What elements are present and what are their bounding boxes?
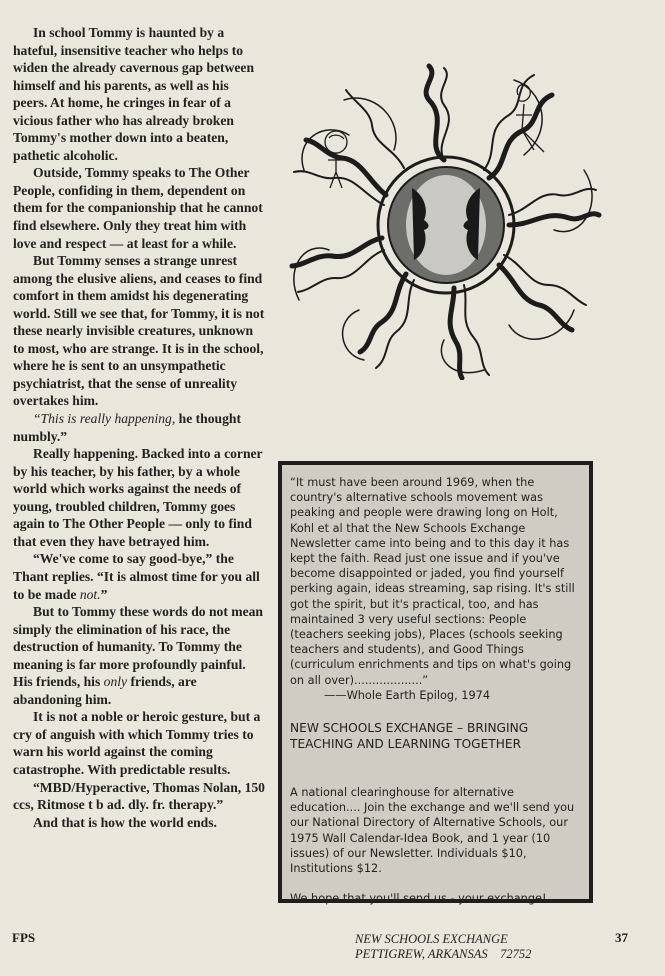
article-paragraph: In school Tommy is haunted by a hateful, insensitive teacher who helps to widen the already cavernous gap between himself and his parents, as well as his peers. At home, he cringes in fear of a vicious father who has already broken Tommy's mother down into a beaten, pathetic alcoholic. <box>13 25 255 163</box>
ad-org-name: NEW SCHOOLS EXCHANGE <box>355 932 508 947</box>
footer-publication: FPS <box>12 930 36 945</box>
ad-signature <box>290 932 583 962</box>
page-number: 37 <box>615 930 628 945</box>
article-paragraph: “We've come to say good-bye,” the Thant replies. “It is almost time for you all to be made not.” <box>13 551 260 602</box>
ray-line <box>499 265 572 330</box>
ad-body: A national clearinghouse for alternative education.... Join the exchange and we'll send you our National Directory of Alternative Schools, our 1975 Wall Calendar-Idea Book, and 1 year (10 issues) of our Newsletter. Individuals $10, Institutions $12. <box>290 786 575 876</box>
new-schools-exchange-ad <box>278 461 593 962</box>
ad-quote-source: ——Whole Earth Epilog, 1974 <box>324 688 491 702</box>
sun-faces-illustration <box>284 60 604 380</box>
ad-org-address: PETTIGREW, ARKANSAS 72752 <box>355 947 532 962</box>
article-column <box>13 24 265 831</box>
italic-quote: “This is really happening, <box>33 411 176 427</box>
ad-heading: NEW SCHOOLS EXCHANGE – BRINGING TEACHING AND LEARNING TOGETHER <box>290 721 529 751</box>
ad-closing: We hope that you'll send us - your exchange! <box>290 892 547 906</box>
ray-line <box>450 288 462 378</box>
article-paragraph: “This is really happening, he thought numbly.” <box>13 411 241 444</box>
ray-line <box>360 274 406 352</box>
article-paragraph: “MBD/Hyperactive, Thomas Nolan, 150 ccs, Ritmose t b ad. dly. fr. therapy.” <box>13 779 265 813</box>
left-figure <box>325 131 347 188</box>
article-paragraph: It is not a noble or heroic gesture, but a cry of anguish with which Tommy tries to warn his world against the coming catastrophe. With predictable results. <box>13 709 261 777</box>
article-paragraph: But to Tommy these words do not mean simply the elimination of his race, the destruction of humanity. To Tommy the meaning is far more profoundly painful. His friends, his only friends, are abandoning him. <box>13 604 263 707</box>
ray-line <box>509 189 596 215</box>
ray-line <box>504 255 586 305</box>
article-paragraph: Outside, Tommy speaks to The Other People, confiding in them, dependent on them for the companionship that he cannot find elsewhere. Only they treat him with love and respect — at least for a while. <box>13 165 263 251</box>
article-paragraph: Really happening. Backed into a corner by his teacher, by his father, by a whole world which works against the needs of young, troubled children, Tommy goes again to The Other People — only to find that even they have betrayed him. <box>13 446 263 549</box>
ad-quote: “It must have been around 1969, when the country's alternative schools movement was peaking and people were drawing long on Holt, Kohl et al that the New Schools Exchange Newsletter came into being and to this day it has kept the faith. Read just one issue and if you've become disappointed or jaded, you find yourself perking again, ideas streaming, sap rising. It's still got the spirit, but it's practical, too, and has maintained 3 very useful sections: People (teachers seeking jobs), Places (schools seeking teachers and students), and Good Things (curriculum enrichments and tips on what's going on all over)...................” <box>290 476 575 687</box>
ray-line <box>489 95 552 178</box>
ray-line <box>484 75 534 170</box>
ray-line <box>306 140 386 195</box>
article-paragraph: And that is how the world ends. <box>33 814 217 830</box>
article-paragraph: But Tommy senses a strange unrest among the elusive aliens, and ceases to find comfort in them amidst his degenerating world. Still we see that, for Tommy, it is not these nearly invisible creatures, unknown to most, who are strange. It is in the school, where he is sent to an unsympathetic psychiatrist, that the sense of unreality overtakes him. <box>13 253 265 409</box>
ray-line <box>464 285 489 375</box>
ray-line <box>441 68 449 160</box>
